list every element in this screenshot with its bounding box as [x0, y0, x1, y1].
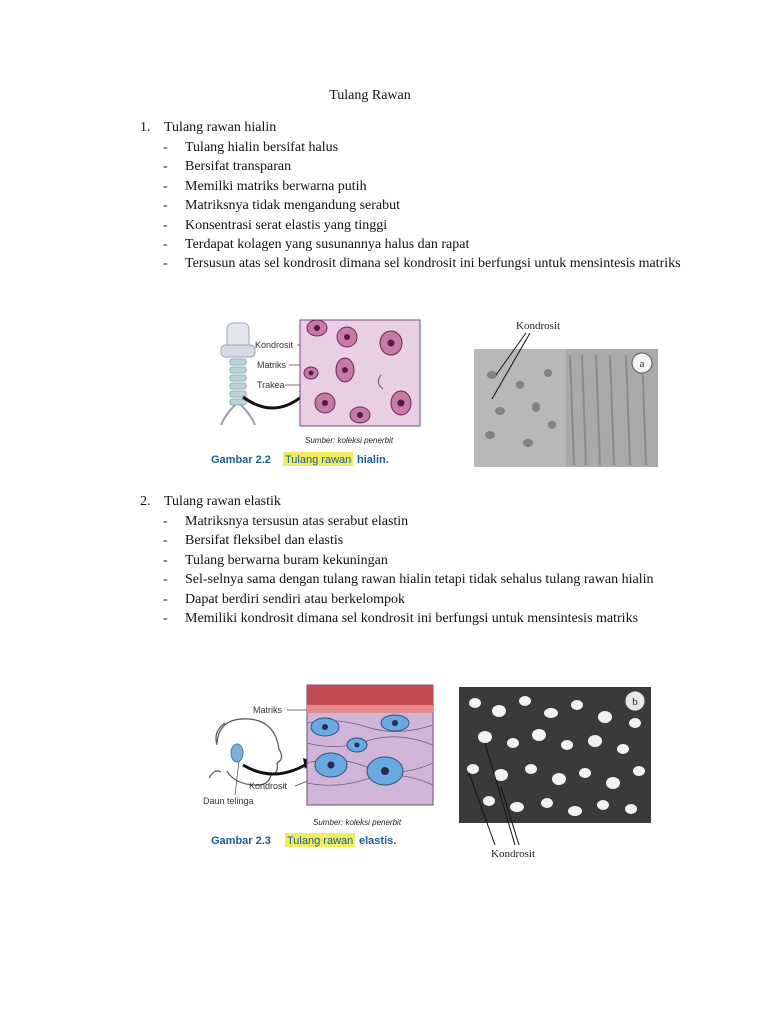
list-item: - Tulang hialin bersifat halus: [163, 138, 683, 157]
bullet-list-elastic: [163, 512, 683, 628]
label-matriks: Matriks: [257, 360, 286, 370]
section-heading-elastic: [140, 494, 281, 510]
section-heading-text: Tulang rawan elastik: [164, 494, 281, 509]
figure-elastic-illustration: [195, 683, 445, 853]
section-number: 1.: [140, 120, 151, 135]
list-item: - Memilki matriks berwarna putih: [163, 177, 683, 196]
list-item: - Matriksnya tersusun atas serabut elastin: [163, 512, 683, 531]
label-trakea: Trakea: [257, 380, 285, 390]
list-item: - Matriksnya tidak mengandung serabut: [163, 196, 683, 215]
list-item: - Tulang berwarna buram kekuningan: [163, 551, 683, 570]
label-matriks: Matriks: [253, 705, 282, 715]
section-heading-hyaline: [140, 120, 276, 136]
caption-rest: elastis.: [359, 835, 397, 847]
micrograph-label: Kondrosit: [516, 320, 560, 332]
label-kondrosit: Kondrosit: [249, 781, 288, 791]
list-item: - Konsentrasi serat elastis yang tinggi: [163, 216, 683, 235]
micrograph-letter: a: [639, 358, 645, 370]
micrograph-elastic: [455, 683, 655, 863]
arrow-icon: [243, 397, 301, 408]
figure-source: Sumber: koleksi penerbit: [313, 818, 402, 827]
elastic-tissue-panel: [307, 685, 433, 805]
hyaline-tissue-panel: [300, 320, 420, 426]
figure-source: Sumber: koleksi penerbit: [305, 436, 394, 445]
caption-rest: hialin.: [357, 454, 389, 466]
caption-number: Gambar 2.2: [211, 454, 271, 466]
list-item: - Bersifat fleksibel dan elastis: [163, 531, 683, 550]
label-daun-telinga: Daun telinga: [203, 796, 254, 806]
list-item: - Dapat berdiri sendiri atau berkelompok: [163, 590, 683, 609]
micrograph-hyaline: [470, 315, 670, 470]
caption-highlight: Tulang rawan: [287, 835, 354, 847]
figure-hyaline-illustration: [205, 315, 435, 475]
page-title: Tulang Rawan: [329, 88, 411, 103]
micrograph-label: Kondrosit: [491, 848, 535, 860]
list-item: - Bersifat transparan: [163, 157, 683, 176]
arrow-icon: [243, 765, 305, 774]
label-kondrosit: Kondrosit: [255, 340, 294, 350]
section-heading-text: Tulang rawan hialin: [164, 120, 277, 135]
list-item: - Sel-selnya sama dengan tulang rawan hialin tetapi tidak sehalus tulang rawan hialin: [163, 570, 683, 589]
caption-highlight: Tulang rawan: [285, 454, 352, 466]
list-item: - Memiliki kondrosit dimana sel kondrosit ini berfungsi untuk mensintesis matriks: [163, 609, 683, 628]
trachea-illustration: [221, 323, 255, 425]
bullet-list-hyaline: [163, 138, 683, 274]
section-number: 2.: [140, 494, 151, 509]
list-item: - Terdapat kolagen yang susunannya halus dan rapat: [163, 235, 683, 254]
micrograph-letter: b: [632, 696, 638, 708]
caption-number: Gambar 2.3: [211, 835, 271, 847]
list-item: - Tersusun atas sel kondrosit dimana sel kondrosit ini berfungsi untuk mensintesis matriks: [163, 254, 683, 273]
